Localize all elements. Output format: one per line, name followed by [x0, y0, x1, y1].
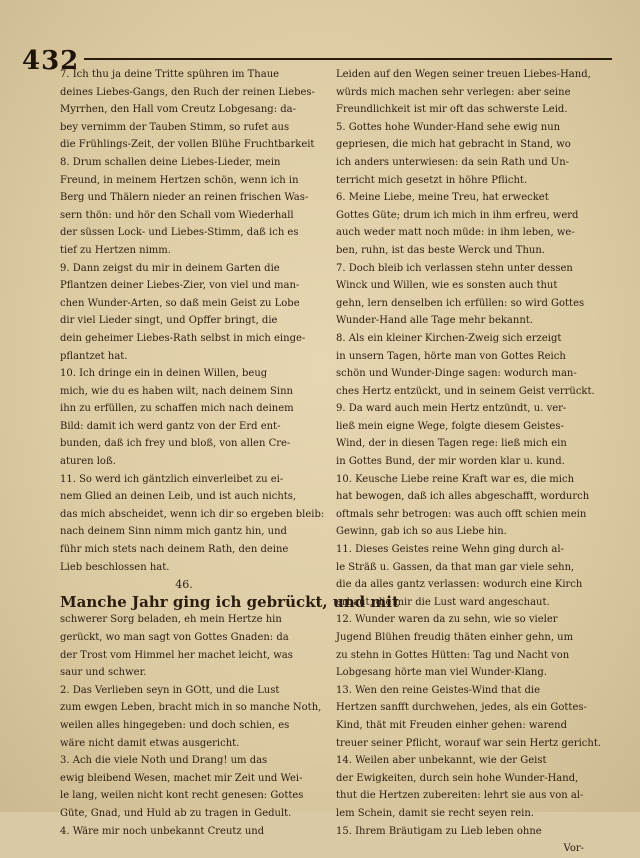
- text-line: Güte, Gnad, und Huld ab zu tragen in Gedult.: [60, 807, 292, 819]
- text-line: tief zu Hertzen nimm.: [60, 244, 171, 256]
- catchword: Vor-: [563, 843, 584, 855]
- text-line: ließ mein eigne Wege, folgte diesem Geistes-: [336, 420, 564, 432]
- text-line: weilen alles hingegeben: und doch schien, es: [60, 719, 290, 731]
- text-line: Jugend Blühen freudig thäten einher gehn, um: [336, 632, 574, 643]
- text-line: ewig bleibend Wesen, machet mir Zeit und Wei-: [60, 772, 303, 784]
- text-line: würds mich machen sehr verlegen: aber seine: [336, 86, 571, 98]
- text-line: Gottes Güte; drum ich mich in ihm erfreu, werd: [336, 209, 579, 221]
- page-number: 432: [22, 46, 80, 76]
- text-line: gehn, lern denselben ich erfüllen: so wird Gottes: [336, 297, 585, 309]
- text-line: ches Hertz entzückt, und in seinem Geist verrückt.: [336, 385, 595, 397]
- text-line: Berg und Thälern nieder an reinen frischen Was-: [60, 192, 309, 204]
- text-line: le Sträß u. Gassen, da that man gar viele sehn,: [336, 561, 575, 573]
- text-line: le lang, weilen nicht kont recht genesen: Gottes: [60, 790, 304, 802]
- text-line: sern thön: und hör den Schall vom Wiederhall: [60, 209, 294, 221]
- text-line: ben, ruhn, ist das beste Werck und Thun.: [336, 244, 545, 256]
- text-line: Bild: damit ich werd gantz von der Erd ent-: [60, 420, 281, 432]
- hymn-number: 46.: [175, 578, 193, 592]
- text-line: Manche Jahr ging ich gebrückt, und mit: [60, 592, 399, 611]
- text-line: auch weder matt noch müde: in ihm leben, we-: [336, 227, 575, 239]
- text-line: Leiden auf den Wegen seiner treuen Liebes-Hand,: [336, 69, 591, 80]
- text-line: gepriesen, die mich hat gebracht in Stand, wo: [336, 139, 571, 151]
- text-line: deines Liebes-Gangs, den Ruch der reinen Liebes-: [60, 86, 315, 98]
- text-line: dein geheimer Liebes-Rath selbst in mich einge-: [60, 332, 306, 344]
- text-line: pflantzet hat.: [60, 350, 128, 362]
- text-line: Kind, thät mit Freuden einher gehen: warend: [336, 719, 567, 731]
- text-line: die da alles gantz verlassen: wodurch eine Kirch: [336, 579, 583, 591]
- text-line: 12. Wunder waren da zu sehn, wie so vieler: [336, 614, 558, 626]
- text-line: der süssen Lock- und Liebes-Stimm, daß ich es: [60, 227, 299, 239]
- text-line: hat bewogen, daß ich alles abgeschafft, wordurch: [336, 491, 590, 503]
- text-line: 11. Dieses Geistes reine Wehn ging durch al-: [336, 544, 564, 556]
- text-line: Wind, der in diesen Tagen rege: ließ mich ein: [336, 438, 567, 450]
- text-line: bey vernimm der Tauben Stimm, so rufet aus: [60, 121, 290, 133]
- text-line: nach deinem Sinn nimm mich gantz hin, und: [60, 526, 287, 538]
- text-line: 7. Doch bleib ich verlassen stehn unter dessen: [336, 262, 573, 274]
- text-line: Freundlichkeit ist mir oft das schwerste Leid.: [336, 104, 568, 116]
- text-line: wäre nicht damit etwas ausgericht.: [60, 737, 240, 749]
- text-line: Myrrhen, den Hall vom Creutz Lobgesang: da-: [60, 104, 296, 116]
- text-line: Lobgesang hörte man viel Wunder-Klang.: [336, 667, 547, 679]
- header-rule: [84, 58, 612, 60]
- text-line: Hertzen sanfft durchwehen, jedes, als ein Gottes-: [336, 702, 587, 714]
- text-line: erbaut, die mir die Lust ward angeschaut.: [336, 596, 550, 608]
- text-line: zu stehn in Gottes Hütten: Tag und Nacht von: [336, 649, 570, 661]
- text-line: das mich abscheidet, wenn ich dir so ergeben bleib:: [60, 508, 325, 520]
- text-line: in Gottes Bund, der mir worden klar u. kund.: [336, 456, 565, 468]
- text-line: führ mich stets nach deinem Rath, den deine: [60, 544, 289, 556]
- text-line: 8. Als ein kleiner Kirchen-Zweig sich erzeigt: [336, 332, 562, 344]
- text-line: 7. Ich thu ja deine Tritte spühren im Thaue: [60, 69, 280, 80]
- text-line: bunden, daß ich frey und bloß, von allen Cre-: [60, 438, 291, 450]
- text-line: ich anders unterwiesen: da sein Rath und Un-: [336, 156, 570, 168]
- text-line: 8. Drum schallen deine Liebes-Lieder, mein: [60, 156, 281, 168]
- text-line: chen Wunder-Arten, so daß mein Geist zu Lobe: [60, 297, 300, 309]
- text-line: aturen loß.: [60, 456, 116, 468]
- text-line: oftmals sehr betrogen: was auch offt schien mein: [336, 508, 587, 520]
- text-line: 14. Weilen aber unbekannt, wie der Geist: [336, 755, 547, 767]
- text-line: gerückt, wo man sagt von Gottes Gnaden: da: [60, 632, 289, 643]
- text-line: Wunder-Hand alle Tage mehr bekannt.: [336, 315, 533, 327]
- text-line: mich, wie du es haben wilt, nach deinem Sinn: [60, 385, 293, 397]
- text-line: 13. Wen den reine Geistes-Wind that die: [336, 684, 541, 696]
- text-line: 11. So werd ich gäntzlich einverleibet zu ei-: [60, 473, 284, 485]
- text-line: in unsern Tagen, hörte man von Gottes Reich: [336, 350, 566, 362]
- text-line: lem Schein, damit sie recht seyen rein.: [336, 807, 534, 819]
- text-line: dir viel Lieder singt, und Opffer bringt, die: [60, 315, 278, 327]
- text-line: Lieb beschlossen hat.: [60, 561, 170, 573]
- text-line: Freund, in meinem Hertzen schön, wenn ich in: [60, 174, 299, 186]
- text-line: 3. Ach die viele Noth und Drang! um das: [60, 755, 268, 767]
- text-line: 9. Dann zeigst du mir in deinem Garten die: [60, 262, 280, 274]
- text-line: 10. Keusche Liebe reine Kraft war es, die mich: [336, 473, 575, 485]
- text-line: 2. Das Verlieben seyn in GOtt, und die Lust: [60, 684, 280, 696]
- text-line: Pflantzen deiner Liebes-Zier, von viel und man-: [60, 280, 300, 292]
- text-line: schön und Wunder-Dinge sagen: wodurch man-: [336, 368, 577, 380]
- text-line: 4. Wäre mir noch unbekannt Creutz und: [60, 825, 265, 837]
- text-line: nem Glied an deinen Leib, und ist auch nichts,: [60, 491, 297, 503]
- text-line: treuer seiner Pflicht, worauf war sein Hertz gericht.: [336, 737, 602, 749]
- text-line: schwerer Sorg beladen, eh mein Hertze hin: [60, 614, 282, 626]
- text-line: 6. Meine Liebe, meine Treu, hat erwecket: [336, 192, 549, 204]
- text-line: thut die Hertzen zubereiten: lehrt sie aus von al-: [336, 790, 584, 802]
- text-line: 15. Ihrem Bräutigam zu Lieb leben ohne: [336, 825, 542, 837]
- text-line: ihn zu erfüllen, zu schaffen mich nach deinem: [60, 403, 294, 415]
- text-line: der Ewigkeiten, durch sein hohe Wunder-Hand,: [336, 772, 579, 784]
- text-line: 9. Da ward auch mein Hertz entzündt, u. ver-: [336, 403, 567, 415]
- text-line: 5. Gottes hohe Wunder-Hand sehe ewig nun: [336, 121, 561, 133]
- right-column: [336, 66, 602, 855]
- text-line: Gewinn, gab ich so aus Liebe hin.: [336, 526, 507, 538]
- text-line: der Trost vom Himmel her machet leicht, was: [60, 649, 293, 661]
- text-line: saur und schwer.: [60, 667, 147, 679]
- left-column: [60, 66, 399, 837]
- text-line: 10. Ich dringe ein in deinen Willen, beug: [60, 368, 268, 380]
- text-line: terricht mich gesetzt in höhre Pflicht.: [336, 174, 528, 186]
- text-line: zum ewgen Leben, bracht mich in so manche Noth,: [60, 702, 322, 714]
- text-line: die Frühlings-Zeit, der vollen Blühe Fruchtbarkeit: [60, 139, 315, 151]
- text-line: Winck und Willen, wie es sonsten auch thut: [336, 280, 558, 292]
